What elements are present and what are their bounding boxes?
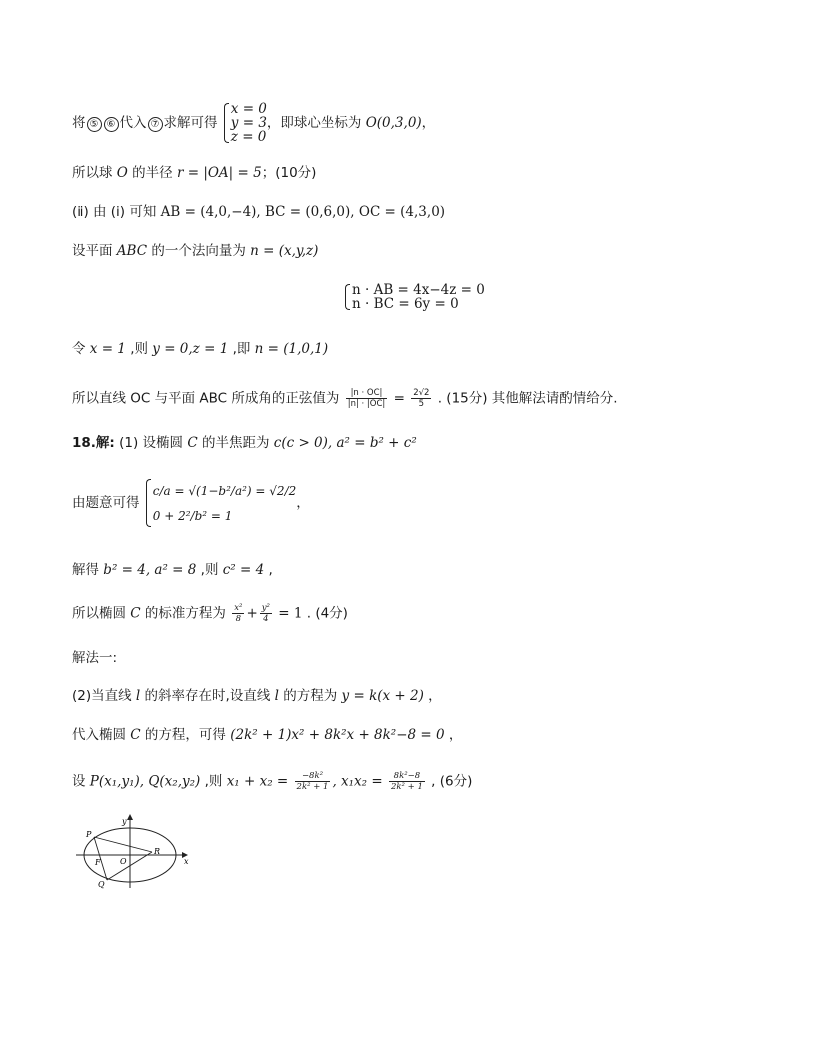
- fraction: [346, 388, 388, 409]
- line-1: [72, 102, 435, 144]
- math: C: [130, 727, 141, 743]
- math: b² = 4, a² = 8: [103, 562, 197, 578]
- line-3: [72, 203, 445, 221]
- circled-5: ⑤: [87, 117, 102, 132]
- math: y = 0,z = 1: [152, 341, 229, 357]
- equation-system: [224, 102, 267, 144]
- text: 由题意可得: [72, 495, 140, 511]
- text: ，: [296, 495, 310, 511]
- ellipse-figure: [72, 812, 192, 892]
- text: . (4分): [302, 605, 348, 622]
- label-q: Q: [98, 880, 105, 889]
- fraction: [295, 771, 331, 792]
- line-14: [72, 726, 462, 744]
- numerator: 2√2: [413, 388, 430, 398]
- text: 所以椭圆: [72, 605, 131, 622]
- label-x: x: [184, 857, 189, 866]
- equation-row: z = 0: [230, 129, 267, 145]
- problem-number: 18.解:: [72, 435, 115, 451]
- math: AB = (4,0,−4), BC = (0,6,0), OC = (4,3,0): [160, 204, 446, 220]
- fraction: [411, 388, 431, 409]
- line-13: [72, 687, 442, 705]
- math: O: [116, 165, 128, 181]
- text: ，: [423, 688, 442, 704]
- line-8: [72, 434, 417, 452]
- math: n = (x,y,z): [250, 243, 319, 259]
- numerator: |n · OC|: [346, 388, 388, 399]
- equation-row: x = 0: [230, 101, 267, 117]
- text: ；(10分): [261, 165, 317, 181]
- label-y: y: [122, 817, 127, 826]
- math: C: [187, 435, 198, 451]
- text: =: [389, 390, 410, 407]
- circled-7: ⑦: [148, 117, 163, 132]
- denominator: 4: [263, 614, 269, 624]
- text: 解得: [72, 562, 104, 578]
- label-r: R: [154, 847, 161, 856]
- denominator: 2k² + 1: [390, 782, 423, 792]
- math: C: [130, 605, 141, 622]
- line-9: [72, 478, 310, 528]
- text: 的标准方程为: [140, 605, 231, 622]
- numerator: x²: [234, 603, 243, 613]
- math: (2k² + 1)x² + 8k²x + 8k²−8 = 0: [230, 727, 445, 743]
- math: n = (1,0,1): [254, 341, 329, 357]
- equation-row: n · BC = 6y = 0: [352, 296, 459, 312]
- line-15: [72, 771, 472, 792]
- math: P(x₁,y₁), Q(x₂,y₂): [89, 773, 201, 790]
- text: , (6分): [426, 773, 473, 790]
- text: 的半径: [127, 165, 177, 181]
- fraction: [260, 603, 272, 624]
- circled-6: ⑥: [104, 117, 119, 132]
- line-11: 所以椭圆 C 的标准方程为 $\frac{\text{x²}}{8}$ + $\frac{\text{y²}}{4}$ = 1 . (4分): [72, 603, 348, 624]
- text: (2)当直线: [72, 688, 136, 704]
- fraction: [232, 603, 244, 624]
- text: 所以球: [72, 165, 117, 181]
- text: ，: [421, 115, 436, 131]
- denominator: 2k² + 1: [296, 782, 329, 792]
- math: x = 1: [89, 341, 126, 357]
- equation-row: n · AB = 4x−4z = 0: [352, 282, 485, 298]
- math: l: [274, 688, 279, 704]
- text: (1) 设椭圆: [114, 435, 188, 451]
- text: 代入: [119, 115, 147, 131]
- line-7: [72, 388, 618, 409]
- text: 求解可得: [163, 115, 218, 131]
- numerator: 8k²−8: [389, 771, 425, 782]
- math: l: [135, 688, 141, 704]
- math: x₁ + x₂ =: [226, 773, 293, 790]
- label-p: P: [86, 830, 92, 839]
- text: 解法一:: [72, 650, 118, 666]
- segment-pr: [94, 837, 152, 852]
- text: ，即球心坐标为: [266, 115, 366, 131]
- text: 的方程，可得: [140, 727, 231, 743]
- math: y = k(x + 2): [341, 688, 424, 704]
- text: ,即: [228, 341, 255, 357]
- text: (ⅱ) 由 (ⅰ) 可知: [72, 204, 161, 220]
- text: 所以直线 OC 与平面 ABC 所成角的正弦值为: [72, 390, 340, 407]
- text: 设平面: [72, 243, 117, 259]
- line-5: [345, 283, 485, 311]
- label-f: F: [95, 858, 101, 867]
- text: ，: [444, 727, 463, 743]
- text: ,: [264, 562, 273, 578]
- denominator: 8: [235, 614, 242, 624]
- text: 的一个法向量为: [147, 243, 251, 259]
- text: 的斜率存在时,设直线: [140, 688, 275, 704]
- text: ,则: [125, 341, 153, 357]
- text: 代入椭圆: [72, 727, 131, 743]
- equation-row: 0 + 2²/b² = 1: [152, 509, 233, 523]
- line-10: [72, 561, 273, 579]
- numerator: −8k²: [295, 771, 331, 782]
- equation-row: c/a = √(1−b²/a²) = √2/2: [152, 484, 297, 498]
- math: c² = 4: [222, 562, 265, 578]
- text: 令: [72, 341, 90, 357]
- equation-system: [146, 478, 296, 528]
- numerator: y²: [261, 603, 270, 613]
- text: 设: [72, 773, 90, 790]
- line-12: [72, 649, 117, 667]
- math: = 1: [273, 605, 303, 622]
- denominator: 5: [418, 399, 425, 409]
- text: 的半焦距为: [197, 435, 274, 451]
- label-o: O: [120, 857, 127, 866]
- math: ABC: [116, 243, 148, 259]
- line-4: [72, 242, 318, 260]
- math: O(0,3,0): [365, 115, 422, 131]
- math: c(c > 0), a² = b² + c²: [273, 435, 417, 451]
- equation-row: y = 3: [230, 115, 267, 131]
- text: 的方程为: [278, 688, 342, 704]
- math: , x₁x₂ =: [332, 773, 387, 790]
- denominator: |n| · |OC|: [347, 399, 386, 409]
- equation-system: [345, 283, 485, 311]
- text: 将: [72, 115, 86, 131]
- line-2: [72, 164, 316, 182]
- text: ,则: [200, 773, 227, 790]
- y-axis-arrow: [127, 814, 133, 820]
- line-6: [72, 340, 328, 358]
- fraction: [389, 771, 425, 792]
- text: ,则: [196, 562, 223, 578]
- text: . (15分) 其他解法请酌情给分.: [433, 390, 618, 407]
- math: r = |OA| = 5: [176, 165, 262, 181]
